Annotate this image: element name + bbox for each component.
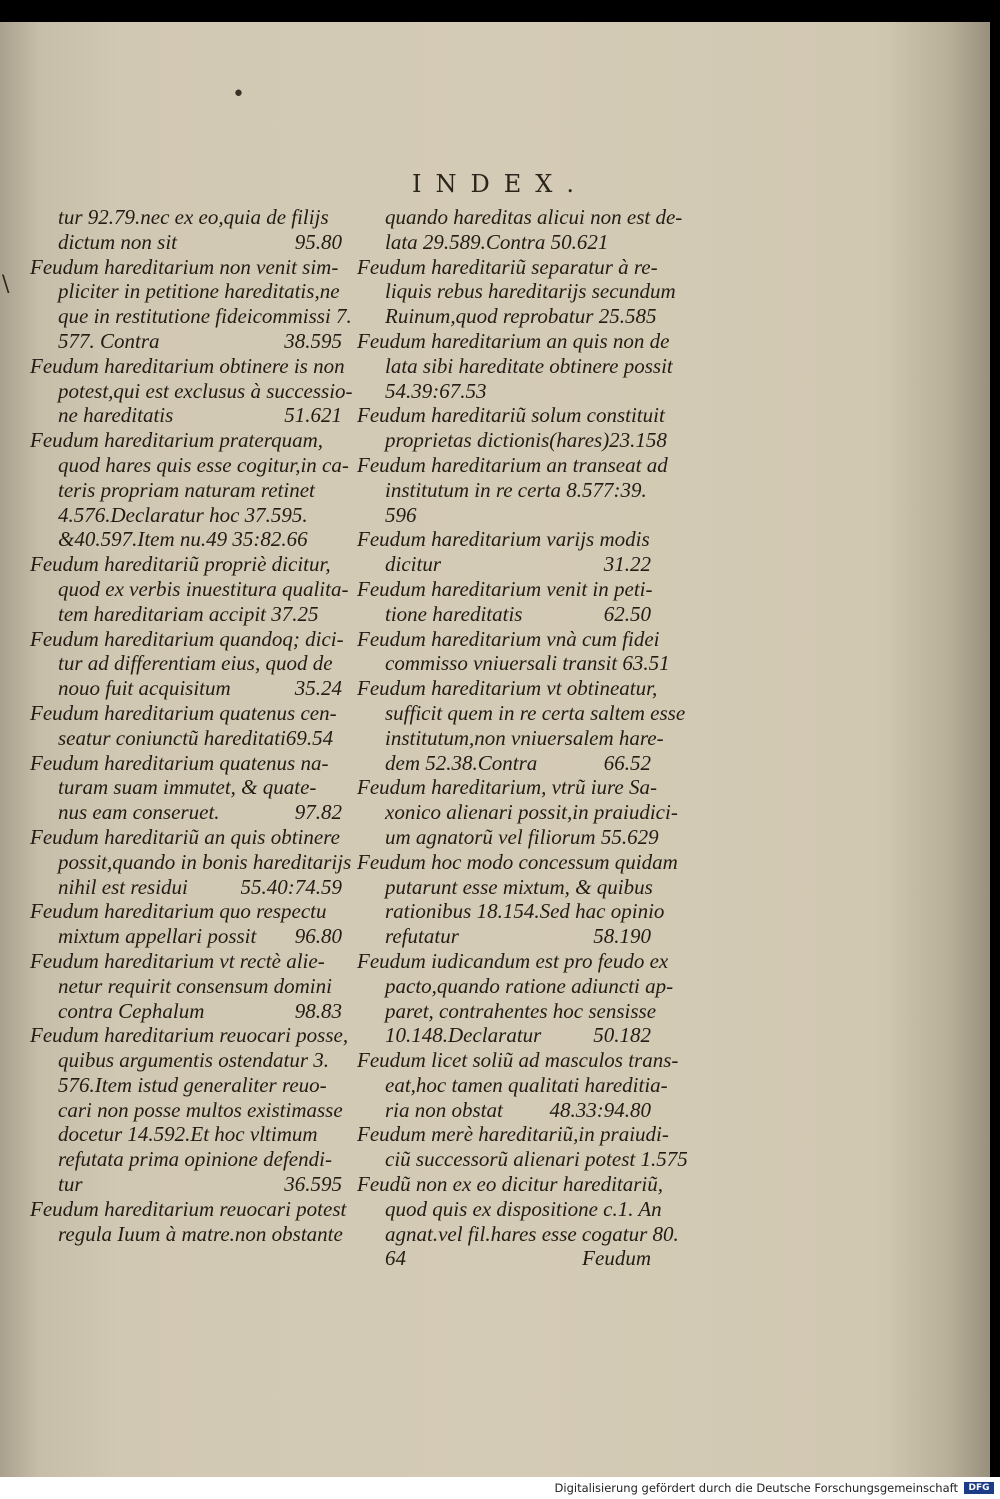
index-column-right [357, 205, 688, 1271]
index-line: &40.597.Item nu.49 35:82.66 [58, 527, 308, 552]
index-line: Feudum merè hareditariũ,in praiudi- [357, 1122, 669, 1147]
index-ref: 97.82 [294, 800, 342, 825]
index-line: Feudum hareditarium reuocari potest [30, 1196, 347, 1221]
index-line: potest,qui est exclusus à successio- [58, 378, 353, 403]
index-line: 10.148.Declaratur 50.182 [357, 1023, 657, 1048]
index-line: Feudum hareditariũ an quis obtinere [30, 824, 340, 849]
index-line: nihil est residui 55.40:74.59 [30, 875, 348, 900]
index-line: dem 52.38.Contra 66.52 [357, 751, 657, 776]
index-ref: 38.595 [284, 328, 342, 353]
index-line: commisso vniuersali transit 63.51 [385, 651, 670, 676]
index-line: pacto,quando ratione adiuncti ap- [385, 973, 674, 998]
index-line: Feudum iudicandum est pro feudo ex [357, 948, 669, 973]
footer-bar [0, 1477, 1000, 1499]
index-line: Feudum hareditarium reuocari posse, [30, 1023, 349, 1048]
index-line: nouo fuit acquisitum 35.24 [30, 676, 348, 701]
index-line: Feudum hareditarium an quis non de [357, 328, 670, 353]
index-line: Feudum hareditarium vt rectè alie- [30, 948, 325, 973]
index-line: Feudum licet soliũ ad masculos trans- [357, 1048, 679, 1073]
index-line: Ruinum,quod reprobatur 25.585 [385, 304, 657, 329]
index-line: Feudum hareditarium quo respectu [30, 899, 327, 924]
funding-notice: Digitalisierung gefördert durch die Deutsche Forschungsgemeinschaft [554, 1481, 958, 1495]
index-line: seatur coniunctũ hareditati69.54 [58, 725, 334, 750]
index-line: turam suam immutet, & quate- [58, 775, 317, 800]
index-line: tur 36.595 [30, 1172, 348, 1197]
index-line: eat,hoc tamen qualitati hareditia- [385, 1072, 668, 1097]
index-ref: 95.80 [294, 229, 342, 254]
index-line: institutum in re certa 8.577:39. [385, 477, 647, 502]
index-line: Feudum hareditarium obtinere is non [30, 353, 345, 378]
index-line: quando hareditas alicui non est de- [385, 205, 683, 229]
index-line: docetur 14.592.Et hoc vltimum [58, 1122, 318, 1147]
index-line: 576.Item istud generaliter reuo- [58, 1072, 327, 1097]
index-line: lata 29.589.Contra 50.621 [385, 229, 609, 254]
index-ref: 58.190 [593, 924, 651, 949]
index-line: quibus argumentis ostendatur 3. [58, 1048, 330, 1073]
index-line: 596 [385, 502, 417, 527]
index-line: dictum non sit 95.80 [30, 230, 348, 255]
index-ref: 98.83 [294, 998, 342, 1023]
index-line: refutata prima opinione defendi- [58, 1147, 332, 1172]
index-ref: 50.182 [593, 1023, 651, 1048]
index-line: possit,quando in bonis hareditarijs [58, 849, 352, 874]
index-line: proprietas dictionis(hares)23.158 [385, 428, 667, 453]
index-line: mixtum appellari possit 96.80 [30, 924, 348, 949]
index-line: ria non obstat 48.33:94.80 [357, 1098, 657, 1123]
index-line: teris propriam naturam retinet [58, 477, 315, 502]
index-line: 64 Feudum [357, 1246, 657, 1271]
index-line: paret, contrahentes hoc sensisse [385, 998, 657, 1023]
index-line: Feudum hareditarium venit in peti- [357, 576, 653, 601]
index-line: 4.576.Declaratur hoc 37.595. [58, 502, 308, 527]
index-line: nus eam conseruet. 97.82 [30, 800, 348, 825]
index-line: ciũ successorũ alienari potest 1.575 [385, 1147, 688, 1172]
index-line: Feudum hareditarium an transeat ad [357, 452, 668, 477]
index-line: tur ad differentiam eius, quod de [58, 651, 333, 676]
index-line: sufficit quem in re certa saltem esse [385, 700, 686, 725]
index-line: agnat.vel fil.hares esse cogatur 80. [385, 1221, 679, 1246]
index-ref: 36.595 [284, 1172, 342, 1197]
page-fold-shadow [888, 22, 990, 1477]
index-line: Feudum hareditarium quatenus cen- [30, 700, 337, 725]
index-line: rationibus 18.154.Sed hac opinio [385, 899, 665, 924]
index-line: liquis rebus hareditarijs secundum [385, 279, 676, 304]
index-line: Feudum hareditariũ propriè dicitur, [30, 552, 331, 577]
index-ref: 62.50 [603, 601, 651, 626]
index-ref: 48.33:94.80 [549, 1097, 651, 1122]
index-line: tem hareditariam accipit 37.25 [58, 601, 319, 626]
index-line: ne hareditatis 51.621 [30, 403, 348, 428]
index-line: lata sibi hareditate obtinere possit [385, 353, 673, 378]
index-line: tione hareditatis 62.50 [357, 602, 657, 627]
index-line: 577. Contra 38.595 [30, 329, 348, 354]
index-line: Feudum hoc modo concessum quidam [357, 849, 678, 874]
index-line: Feudum hareditarium vt obtineatur, [357, 676, 658, 701]
index-line: Feudum hareditarium non venit sim- [30, 254, 339, 279]
index-line: Feudum hareditarium quatenus na- [30, 750, 329, 775]
index-line: tur 92.79.nec ex eo,quia de filijs [58, 205, 329, 229]
index-line: contra Cephalum 98.83 [30, 999, 348, 1024]
page-title: INDEX. [412, 170, 588, 198]
index-line: refutatur 58.190 [357, 924, 657, 949]
index-ref: 55.40:74.59 [240, 874, 342, 899]
index-ref: 31.22 [603, 552, 651, 577]
index-line: institutum,non vniuersalem hare- [385, 725, 664, 750]
index-line: cari non posse multos existimasse [58, 1097, 343, 1122]
edge-mark: \ [2, 272, 10, 297]
index-ref: 66.52 [603, 750, 651, 775]
index-line: Feudum hareditarium vnà cum fidei [357, 626, 660, 651]
index-line: pliciter in petitione hareditatis,ne [58, 279, 340, 304]
index-line: Feudum hareditarium varijs modis [357, 527, 650, 552]
index-line: regula Iuum à matre.non obstante [58, 1221, 343, 1246]
index-line: dicitur 31.22 [357, 552, 657, 577]
index-line: Feudum hareditariũ solum constituit [357, 403, 665, 428]
index-line: Feudum hareditarium quandoq; dici- [30, 626, 344, 651]
index-line: Feudum hareditarium, vtrũ iure Sa- [357, 775, 657, 800]
index-line: Feudum hareditarium praterquam, [30, 428, 324, 453]
index-line: Feudũ non ex eo dicitur hareditariũ, [357, 1172, 663, 1197]
index-line: netur requirit consensum domini [58, 973, 332, 998]
index-line: quod quis ex dispositione c.1. An [385, 1196, 662, 1221]
index-line: xonico alienari possit,in praiudici- [385, 800, 678, 825]
ink-mark: • [232, 82, 245, 107]
index-line: que in restitutione fideicommissi 7. [58, 304, 352, 329]
index-column-left [30, 205, 353, 1246]
index-ref: 96.80 [294, 924, 342, 949]
index-ref: 51.621 [284, 403, 342, 428]
dfg-logo: DFG [964, 1482, 994, 1494]
index-line: quod hares quis esse cogitur,in ca- [58, 452, 349, 477]
catchword: Feudum [582, 1246, 651, 1271]
index-line: Feudum hareditariũ separatur à re- [357, 254, 658, 279]
index-line: putarunt esse mixtum, & quibus [385, 874, 653, 899]
index-line: um agnatorũ vel filiorum 55.629 [385, 824, 659, 849]
index-line: quod ex verbis inuestitura qualita- [58, 576, 349, 601]
index-line: 54.39:67.53 [385, 378, 487, 403]
index-ref: 35.24 [294, 676, 342, 701]
